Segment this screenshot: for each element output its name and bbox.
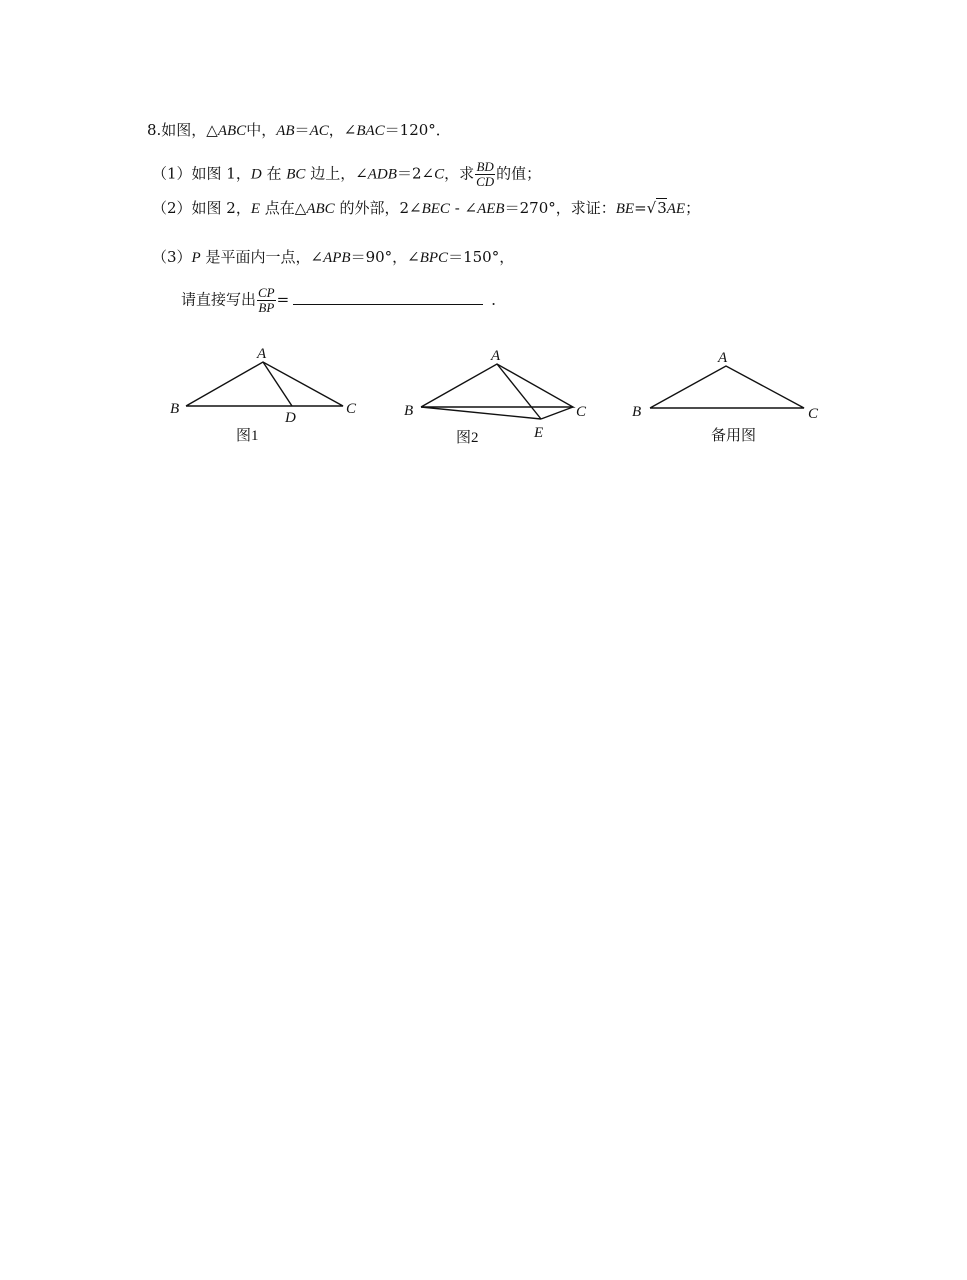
question-part-2: （2）如图 2，E 点在△ABC 的外部，2∠BEC - ∠AEB＝270°，求证：BE=√3AE； xyxy=(152,199,701,217)
fraction-bd-cd: $\frac{BD}{CD}$ xyxy=(476,159,495,189)
fig3-caption: 备用图 xyxy=(711,428,757,444)
figures-area xyxy=(0,340,967,460)
fig1-label-b: B xyxy=(170,401,180,417)
figure-2-triangle xyxy=(421,364,573,419)
problem-title: 8.如图，△ABC中，AB＝AC，∠BAC＝120°． xyxy=(147,121,451,139)
fraction-cp-bp: $\frac{CP}{BP}$ xyxy=(258,285,275,315)
sqrt-expression: √3 xyxy=(646,199,667,217)
fig2-label-e: E xyxy=(534,425,544,441)
fig3-label-a: A xyxy=(718,350,728,366)
fig2-label-c: C xyxy=(576,404,587,420)
fig1-label-c: C xyxy=(346,401,357,417)
fig3-label-c: C xyxy=(808,406,819,422)
fig3-label-b: B xyxy=(632,404,642,420)
fig2-label-a: A xyxy=(491,348,501,364)
figure-3-triangle xyxy=(650,366,804,408)
figure-1-triangle xyxy=(186,362,343,406)
question-part-1: （1）如图 1，D 在 BC 边上，∠ADB＝2∠C，求 $\frac{BD}{CD}$ 的值； xyxy=(152,159,542,189)
fig1-caption: 图1 xyxy=(236,428,259,444)
fig2-label-b: B xyxy=(404,403,414,419)
fig1-label-a: A xyxy=(257,346,267,362)
answer-blank[interactable] xyxy=(293,290,483,305)
fig2-caption: 图2 xyxy=(456,430,479,446)
question-part-3-answer-line: 请直接写出 $\frac{CP}{BP}$ = ． xyxy=(181,285,507,315)
question-part-3: （3）P 是平面内一点，∠APB＝90°，∠BPC＝150°， xyxy=(152,248,515,266)
fig1-label-d: D xyxy=(285,410,296,426)
